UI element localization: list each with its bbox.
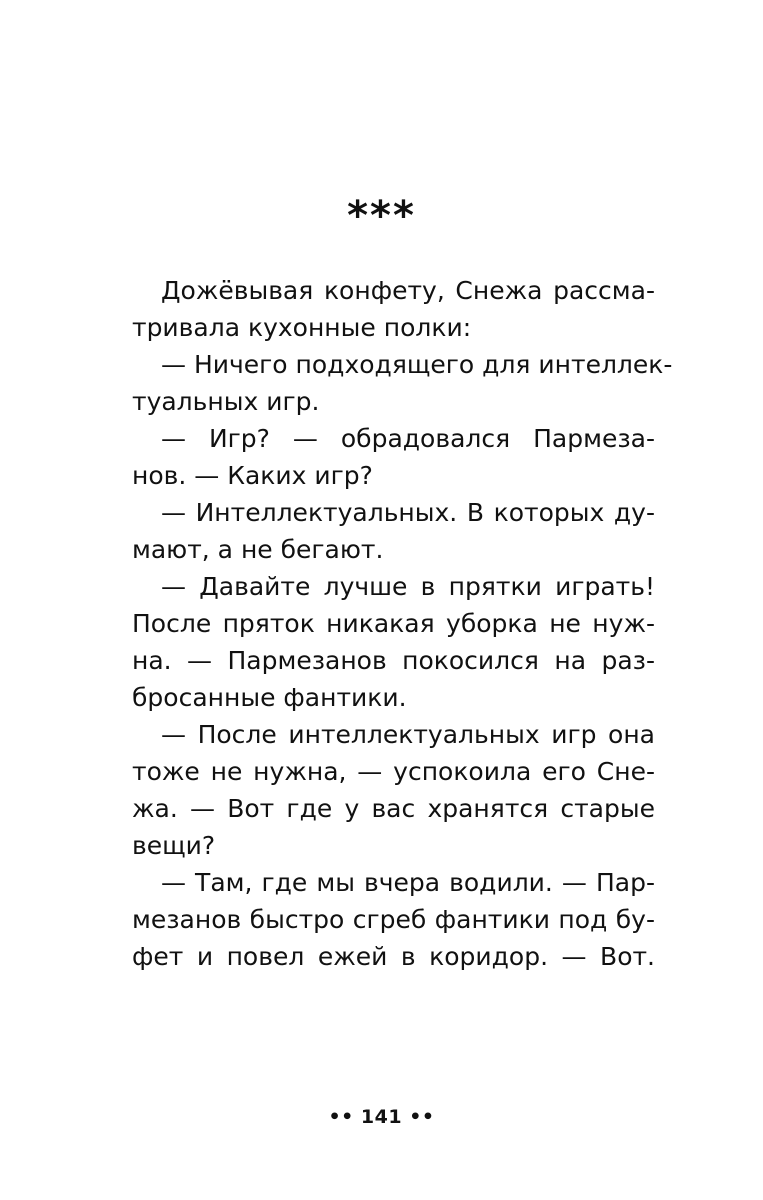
text-line: вещи? [132, 831, 216, 860]
text-line: бросанные фантики. [132, 683, 407, 712]
section-separator: *** [347, 193, 416, 239]
text-line: мезанов быстро сгреб фантики под бу- [132, 905, 655, 934]
text-line: на. — Пармезанов покосился на раз- [132, 646, 655, 675]
text-line: тривала кухонные полки: [132, 313, 472, 342]
text-line: — После интеллектуальных игр она [161, 720, 655, 749]
text-line: Дожёвывая конфету, Снежа рассма- [161, 276, 655, 305]
text-line: туальных игр. [132, 387, 320, 416]
text-line: фет и повел ежей в коридор. — Вот. [132, 942, 655, 971]
text-line: — Там, где мы вчера водили. — Пар- [161, 868, 655, 897]
page-number: •• 141 •• [328, 1106, 435, 1128]
text-line: тоже не нужна, — успокоила его Сне- [132, 757, 655, 786]
text-line: жа. — Вот где у вас хранятся старые [132, 794, 655, 823]
text-line: — Игр? — обрадовался Пармеза- [161, 424, 655, 453]
text-line: нов. — Каких игр? [132, 461, 373, 490]
text-line: После пряток никакая уборка не нуж- [132, 609, 655, 638]
text-line: — Интеллектуальных. В которых ду- [161, 498, 655, 527]
text-line: — Ничего подходящего для интеллек- [161, 350, 673, 379]
text-line: мают, а не бегают. [132, 535, 384, 564]
text-line: — Давайте лучше в прятки играть! [161, 572, 655, 601]
body-text [132, 272, 673, 975]
